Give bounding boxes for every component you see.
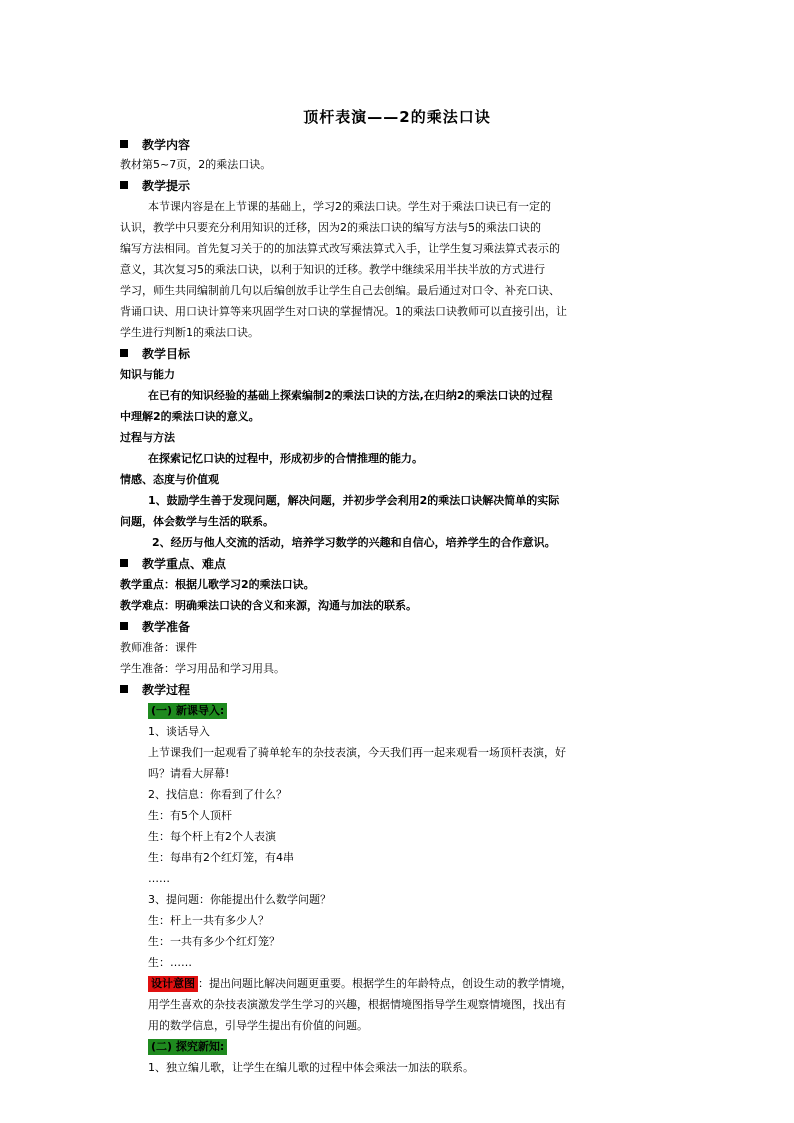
part1-label-row (148, 703, 227, 719)
section-heading-content: 教学内容 (120, 137, 190, 153)
process-item: 2、找信息：你看到了什么？ (148, 788, 287, 801)
goal-line: 在已有的知识经验的基础上探索编制2的乘法口诀的方法,在归纳2的乘法口诀的过程 (148, 389, 553, 402)
prep-teacher: 教师准备：课件 (120, 641, 197, 654)
difficult-point: 教学难点：明确乘法口诀的含义和来源，沟通与加法的联系。 (120, 599, 417, 612)
goal-line: 2、经历与他人交流的活动，培养学习数学的兴趣和自信心，培养学生的合作意识。 (152, 536, 556, 549)
hint-line: 编写方法相同。首先复习关于的的加法算式改写乘法算式入手，让学生复习乘法算式表示的 (120, 242, 560, 255)
process-item: 3、提问题：你能提出什么数学问题？ (148, 893, 331, 906)
process-text: 上节课我们一起观看了骑单轮车的杂技表演，今天我们再一起来观看一场顶杆表演，好 (148, 746, 566, 759)
goal-title: 情感、态度与价值观 (120, 473, 219, 486)
square-bullet-icon (120, 559, 128, 567)
goal-line: 1、鼓励学生善于发现问题，解决问题，并初步学会利用2的乘法口诀解决简单的实际 (148, 494, 560, 507)
design-intent-text: 用学生喜欢的杂技表演激发学生学习的兴趣，根据情境图指导学生观察情境图，找出有 (148, 998, 566, 1011)
goal-line: 在探索记忆口诀的过程中，形成初步的合情推理的能力。 (148, 452, 423, 465)
hint-line: 意义，其次复习5的乘法口诀，以利于知识的迁移。教学中继续采用半扶半放的方式进行 (120, 263, 545, 276)
hint-line: 本节课内容是在上节课的基础上，学习2的乘法口诀。学生对于乘法口诀已有一定的 (148, 200, 551, 213)
part1-label: (一) 新课导入: (148, 703, 227, 719)
design-intent-text: ：提出问题比解决问题更重要。根据学生的年龄特点，创设生动的教学情境， (198, 977, 572, 990)
square-bullet-icon (120, 140, 128, 148)
process-text: 吗？请看大屏幕! (148, 767, 230, 780)
square-bullet-icon (120, 685, 128, 693)
part2-label: (二) 探究新知: (148, 1039, 227, 1055)
student-answer: 生：有5个人顶杆 (148, 809, 232, 822)
square-bullet-icon (120, 181, 128, 189)
student-answer: 生：…… (148, 956, 192, 969)
hint-line: 学生进行判断1的乘法口诀。 (120, 326, 259, 339)
document-title: 顶杆表演——2的乘法口诀 (303, 108, 491, 126)
section-heading-hint: 教学提示 (120, 178, 190, 194)
student-answer: 生：一共有多少个红灯笼？ (148, 935, 280, 948)
ellipsis: …… (148, 872, 170, 885)
design-intent-label: 设计意图 (148, 976, 198, 992)
student-answer: 生：杆上一共有多少人？ (148, 914, 269, 927)
hint-line: 认识，教学中只要充分利用知识的迁移，因为2的乘法口诀的编写方法与5的乘法口诀的 (120, 221, 541, 234)
process-item: 1、独立编儿歌，让学生在编儿歌的过程中体会乘法一加法的联系。 (148, 1061, 474, 1074)
goal-title: 知识与能力 (120, 368, 175, 381)
section-heading-goals: 教学目标 (120, 346, 190, 362)
square-bullet-icon (120, 622, 128, 630)
student-answer: 生：每个杆上有2个人表演 (148, 830, 276, 843)
goal-line: 问题，体会数学与生活的联系。 (120, 515, 274, 528)
hint-line: 背诵口诀、用口诀计算等来巩固学生对口诀的掌握情况。1的乘法口诀教师可以直接引出，让 (120, 305, 567, 318)
design-intent-row (148, 976, 572, 992)
design-intent-text: 用的数学信息，引导学生提出有价值的问题。 (148, 1019, 368, 1032)
prep-student: 学生准备：学习用品和学习用具。 (120, 662, 285, 675)
section-heading-key: 教学重点、难点 (120, 556, 226, 572)
hint-line: 学习，师生共同编制前几句以后编创放手让学生自己去创编。最后通过对口令、补充口诀、 (120, 284, 560, 297)
student-answer: 生：每串有2个红灯笼，有4串 (148, 851, 294, 864)
goal-line: 中理解2的乘法口诀的意义。 (120, 410, 260, 423)
content-text: 教材第5~7页，2的乘法口诀。 (120, 158, 272, 171)
process-item: 1、谈话导入 (148, 725, 210, 738)
part2-label-row (148, 1039, 227, 1055)
key-point: 教学重点：根据儿歌学习2的乘法口诀。 (120, 578, 315, 591)
section-heading-prep: 教学准备 (120, 619, 190, 635)
section-heading-process: 教学过程 (120, 682, 190, 698)
goal-title: 过程与方法 (120, 431, 175, 444)
square-bullet-icon (120, 349, 128, 357)
